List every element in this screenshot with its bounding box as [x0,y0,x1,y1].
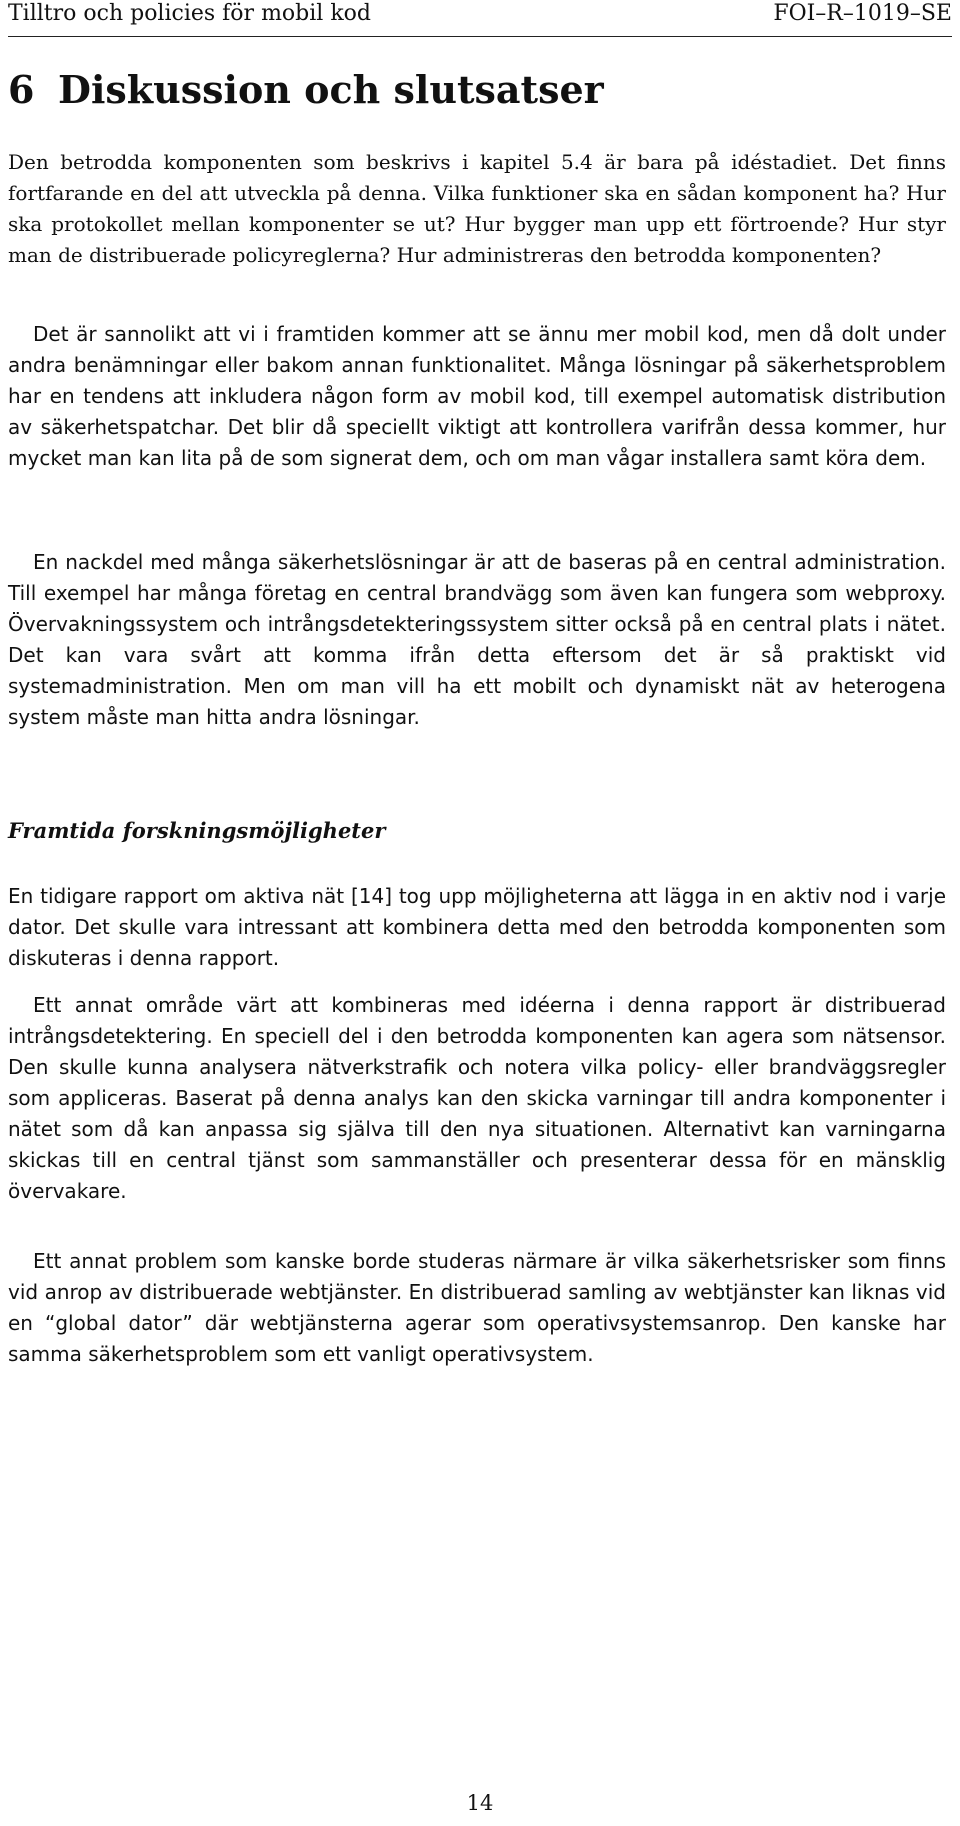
header-title: Tilltro och policies för mobil kod [8,1,371,26]
section-heading: Framtida forskningsmöjligheter [8,818,386,843]
future-section-1 [8,881,946,974]
intro-section [8,147,946,271]
intro-section-3 [8,547,946,733]
running-header [8,0,952,37]
paragraph-future-3: Ett annat problem som kanske borde studeras närmare är vilka säkerhetsrisker som finns vid anrop av distribuerade webtjänster. En distribuerad samling av webtjänster kan liknas vid en “global dator” där webtjänsterna agerar som operativsystemsanrop. Den kanske har samma säkerhetsproblem som ett vanligt operativsystem. [8,1249,946,1366]
future-section-2 [8,990,946,1207]
paragraph-intro-1: Den betrodda komponenten som beskrivs i kapitel 5.4 är bara på idéstadiet. Det finns fortfarande en del att utveckla på denna. Vilka funktioner ska en sådan komponent ha? Hur ska protokollet mellan komponenter se ut? Hur bygger man upp ett förtroende? Hur styr man de distribuerade policyreglerna? Hur administreras den betrodda komponenten? [8,150,946,267]
paragraph-future-1: En tidigare rapport om aktiva nät [14] tog upp möjligheterna att lägga in en aktiv nod i varje dator. Det skulle vara intressant att kombinera detta med den betrodda komponenten som diskuteras i denna rapport. [8,884,946,970]
future-section-3 [8,1246,946,1370]
chapter-heading [8,60,604,120]
header-report-id: FOI–R–1019–SE [773,1,952,26]
paragraph-intro-2: Det är sannolikt att vi i framtiden kommer att se ännu mer mobil kod, men då dolt under andra benämningar eller bakom annan funktionalitet. Många lösningar på säkerhetsproblem har en tendens att inkludera någon form av mobil kod, till exempel automatisk distribution av säkerhetspatchar. Det blir då speciellt viktigt att kontrollera varifrån dessa kommer, hur mycket man kan lita på de som signerat dem, och om man vågar installera samt köra dem. [8,322,946,470]
page-number: 14 [466,1791,494,1815]
paragraph-future-2: Ett annat område värt att kombineras med idéerna i denna rapport är distribuerad intrångsdetektering. En speciell del i den betrodda komponenten kan agera som nätsensor. Den skulle kunna analysera nätverkstrafik och notera vilka policy- eller brandväggsregler som appliceras. Baserat på denna analys kan den skicka varningar till andra komponenter i nätet som då kan anpassa sig själva till den nya situationen. Alternativt kan varningarna skickas till en central tjänst som sammanställer och presenterar dessa för en mänsklig övervakare. [8,993,946,1203]
chapter-number: 6 [8,67,35,112]
intro-section-2 [8,319,946,474]
paragraph-intro-3: En nackdel med många säkerhetslösningar är att de baseras på en central administration. Till exempel har många företag en central brandvägg som även kan fungera som webproxy. Övervakningssystem och intrångsdetekteringssystem sitter också på en central plats i nätet. Det kan vara svårt att komma ifrån detta eftersom det är så praktiskt vid systemadministration. Men om man vill ha ett mobilt och dynamiskt nät av heterogena system måste man hitta andra lösningar. [8,550,946,729]
chapter-title: Diskussion och slutsatser [58,67,604,112]
